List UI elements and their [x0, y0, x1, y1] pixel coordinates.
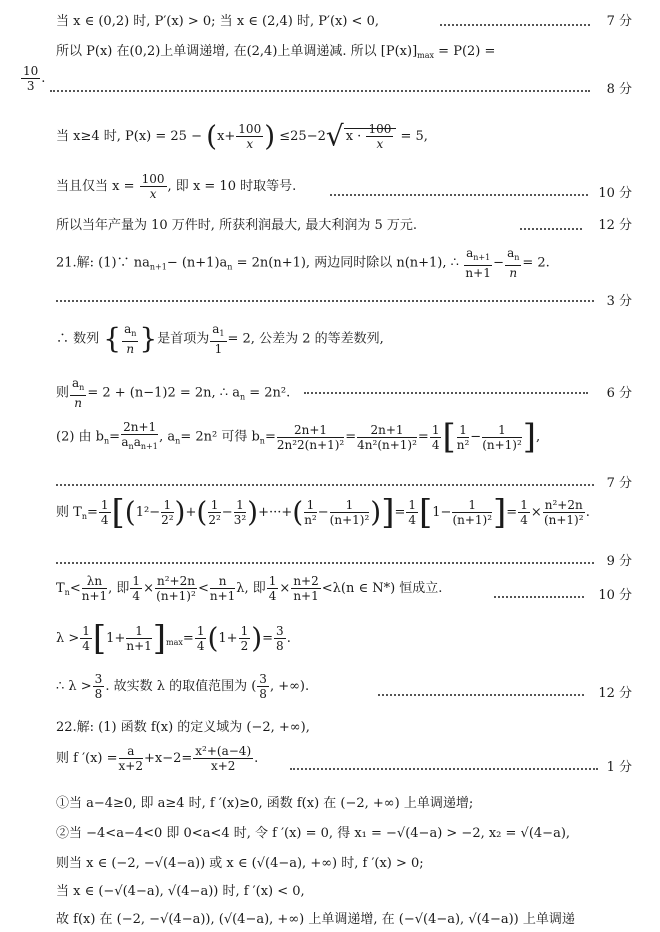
score-10b: 10 分 — [598, 588, 632, 603]
line-15: 22.解: (1) 函数 f(x) 的定义域为 (−2, +∞), — [56, 720, 310, 735]
score-8: 8 分 — [606, 82, 632, 97]
line-6: 所以当年产量为 10 万件时, 所获利润最大, 最大利润为 5 万元. — [56, 218, 418, 233]
dot-leader — [56, 300, 594, 302]
line-14: ∴ λ > $\frac{3}{8}$ . 故实数 λ 的取值范围为 ( $\frac{3}{8}$ , +∞). — [56, 672, 310, 701]
line-11: 则 $T_n=$ $\frac{1}{4}$ [(1²− $\frac{1}{\text{2²}}$ )+( $\frac{1}{\text{2²}}$ − $\frac{1}{\text{3²}}$ )+···+( $\frac{1}{\text{n²}}$ − $\frac{1}{\text{(n+1)²}}$ )]= $\frac{1}{4}$ [1− $\frac{1}{\text{(n+1)²}}$ ]= $\frac{1}{4}$ × $\frac{\text{n²+2n}}{\text{(n+1)²}}$ . — [56, 492, 590, 533]
line-13: λ > $\frac{1}{4}$ [1+ $\frac{1}{n+1}$ ]$_{max}=$ $\frac{1}{4}$ (1+ $\frac{1}{2}$ )= $\frac{3}{8}$ . — [56, 618, 291, 659]
dot-leader — [56, 484, 594, 486]
dot-leader — [50, 90, 590, 92]
line-9: 则 $\frac{a_n}{n}$ = 2 + (n−1)2 = 2n, ∴ $a_n = 2n^2$. — [56, 376, 291, 410]
line-8: ∴ 数列 { $\frac{a_n}{n}$ }是首项为 $\frac{a_1}{1}$ = 2, 公差为 2 的等差数列, — [56, 322, 384, 356]
score-12b: 12 分 — [598, 686, 632, 701]
score-10: 10 分 — [598, 186, 632, 201]
dot-leader — [330, 194, 588, 196]
line-17: ①当 a−4≥0, 即 a≥4 时, f ′(x)≥0, 函数 f(x) 在 (−2, +∞) 上单调递增; — [56, 796, 474, 811]
dot-leader — [520, 228, 582, 230]
line-2: 所以 P(x) 在(0,2)上单调递增, 在(2,4)上单调递减. 所以 $[P(x)]_{max} = P(2)$ = — [56, 44, 496, 60]
line-1: 当 x ∈ (0,2) 时, P′(x) > 0; 当 x ∈ (2,4) 时, P′(x) < 0, — [56, 14, 379, 29]
score-1: 1 分 — [606, 760, 632, 775]
dot-leader — [56, 562, 594, 564]
dot-leader — [440, 24, 590, 26]
line-21: 故 f(x) 在 (−2, −√(4−a)), (√(4−a), +∞) 上单调递增, 在 (−√(4−a), √(4−a)) 上单调递 — [56, 912, 575, 927]
dot-leader — [494, 596, 584, 598]
score-12: 12 分 — [598, 218, 632, 233]
line-20: 当 x ∈ (−√(4−a), √(4−a)) 时, f ′(x) < 0, — [56, 884, 305, 899]
dot-leader — [290, 768, 598, 770]
line-18: ②当 −4<a−4<0 即 0<a<4 时, 令 f ′(x) = 0, 得 x₁ = −√(4−a) > −2, x₂ = √(4−a), — [56, 826, 571, 841]
line-12: $T_n<$ $\frac{\lambda n}{n+1}$ , 即 $\frac{1}{4}$ × $\frac{\text{n²+2n}}{\text{(n+1)²}}$ < $\frac{n}{n+1}$ λ, 即 $\frac{1}{4}$ × $\frac{n+2}{n+1}$ <λ(n ∈ N*) 恒成立. — [56, 574, 443, 603]
score-9: 9 分 — [606, 554, 632, 569]
score-7b: 7 分 — [606, 476, 632, 491]
dot-leader — [378, 694, 584, 696]
line-7: 21.解: (1)∵ $na_{n+1}- (n+1)a_n = 2n(n+1)$, 两边同时除以 n(n+1), ∴ $\frac{a_{n+1}}{n+1}$ − $\frac{a_n}{n}$ = 2. — [56, 246, 550, 280]
score-7: 7 分 — [606, 14, 632, 29]
line-19: 则当 x ∈ (−2, −√(4−a)) 或 x ∈ (√(4−a), +∞) 时, f ′(x) > 0; — [56, 856, 424, 871]
dot-leader — [304, 392, 588, 394]
line-10: (2) 由 $b_n=$ 2n+1 $a_na_{n+1}$ , $a_n= 2n^2$ 可得 $b_n=$ $\frac{2n+1}{\text{2n²2(n+1)²}}$ = $\frac{2n+1}{\text{4n²(n+1)²}}$ = $\frac{1}{4}$ [ $\frac{1}{\text{n²}}$ − $\frac{1}{\text{(n+1)²}}$ ], — [56, 417, 541, 457]
score-3: 3 分 — [606, 294, 632, 309]
line-5: 当且仅当 x = $\frac{100}{x}$ , 即 x = 10 时取等号. — [56, 172, 297, 201]
line-4: 当 x≥4 时, P(x) = 25 − (x+ $\frac{100}{x}$ ) ≤25−2√ x · $\frac{100}{x}$ = 5, — [56, 119, 428, 153]
line-16: 则 f ′(x) = $\frac{a}{x+2}$ +x−2= $\frac{\text{x²+(a−4)}}{x+2}$ . — [56, 744, 259, 773]
fraction-10-3: $\frac{10}{3}$ — [23, 64, 39, 93]
score-6: 6 分 — [606, 386, 632, 401]
line-3: $\frac{10}{3}$ . — [23, 64, 46, 93]
